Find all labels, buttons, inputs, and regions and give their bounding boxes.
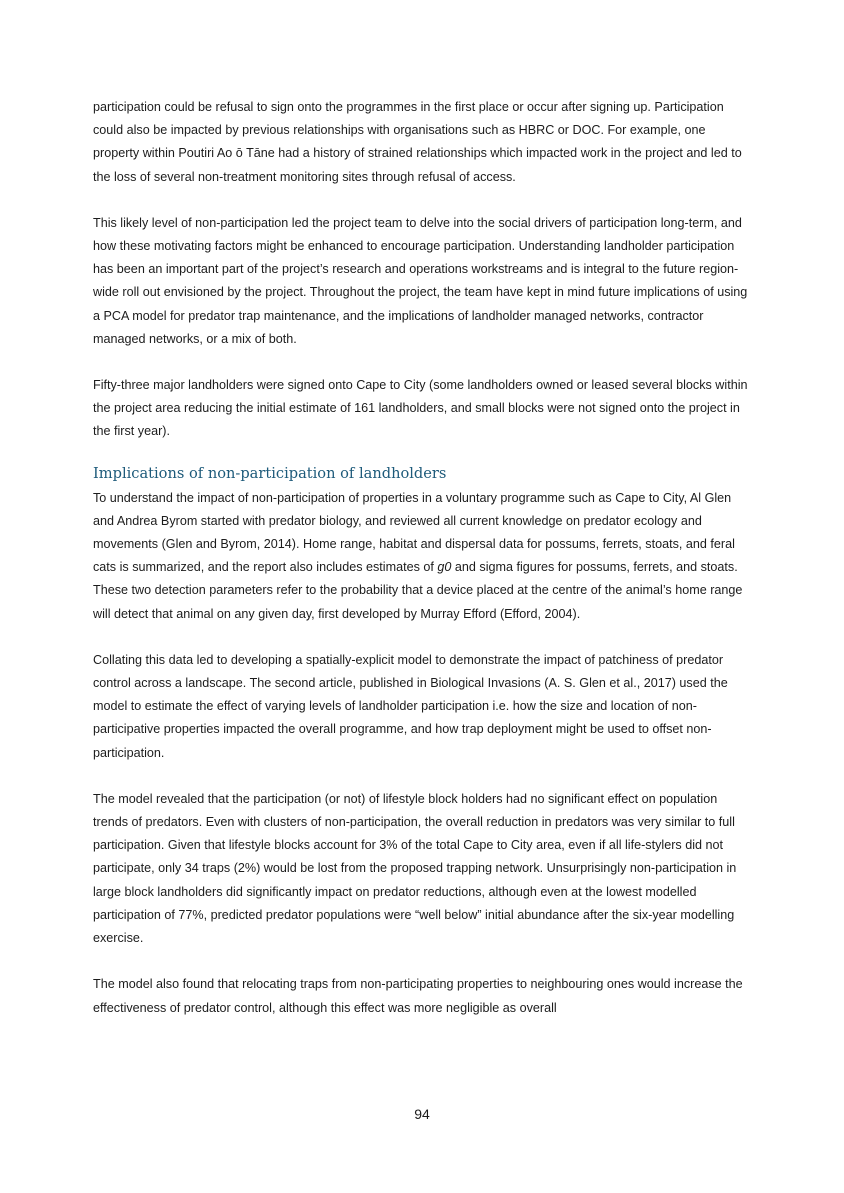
page-body [93, 96, 755, 1043]
paragraph-predator-biology [93, 487, 755, 626]
paragraph-model-results: The model revealed that the participation (or not) of lifestyle block holders had no significant effect on population trends of predators. Even with clusters of non-participation, the overall reduction in predators was very similar to full participation. Given that lifestyle blocks account for 3% of the total Cape to City area, even if all life-stylers did not participate, only 34 traps (2%) would be lost from the proposed trapping network. Unsurprisingly non-participation in large block landholders did significantly impact on predator reductions, although even at the lowest modelled participation of 77%, predicted predator populations were “well below” initial abundance after the six-year modelling exercise. [93, 791, 737, 946]
g0-term: g0 [437, 560, 452, 575]
paragraph-landholders-signed: Fifty-three major landholders were signed onto Cape to City (some landholders owned or leased several blocks within the project area reducing the initial estimate of 161 landholders, and small blocks were not signed onto the project in the first year). [93, 378, 748, 439]
paragraph-trap-relocation: The model also found that relocating traps from non-participating properties to neighbouring ones would increase the effectiveness of predator control, although this effect was more negligible as overall [93, 977, 743, 1015]
section-heading: Implications of non-participation of landholders [93, 464, 447, 482]
page-number: 94 [414, 1106, 430, 1122]
paragraph-predator-biology-part1: To understand the impact of non-participation of properties in a voluntary programme such as Cape to City, Al Glen and Andrea Byrom started with predator biology, and reviewed all current knowledge on predator ecology and movements (Glen and Byrom, 2014). Home range, habitat and dispersal data for possums, ferrets, stoats, and feral cats is summarized, and the report also includes estimates of [93, 490, 735, 575]
paragraph-predator-biology-part2: and sigma figures for possums, ferrets, and stoats. These two detection parameters refer to the probability that a device placed at the centre of the animal’s home range will detect that animal on any given day, first developed by Murray Efford (Efford, 2004). [93, 560, 743, 621]
paragraph-participation-refusal: participation could be refusal to sign onto the programmes in the first place or occur after signing up. Participation could also be impacted by previous relationships with organisations such as HBRC or DOC. For example, one property within Poutiri Ao ō Tāne had a history of strained relationships which impacted work in the project and led to the loss of several non-treatment monitoring sites through refusal of access. [93, 100, 742, 184]
paragraph-spatial-model: Collating this data led to developing a spatially-explicit model to demonstrate the impact of patchiness of predator control across a landscape. The second article, published in Biological Invasions (A. S. Glen et al., 2017) used the model to estimate the effect of varying levels of landholder participation i.e. how the size and location of non-participative properties impacted the overall programme, and how trap deployment might be used to offset non-participation. [93, 652, 728, 760]
paragraph-social-drivers: This likely level of non-participation led the project team to delve into the social drivers of participation long-term, and how these motivating factors might be enhanced to encourage participation. Understanding landholder participation has been an important part of the project’s research and operations workstreams and is integral to the future region-wide roll out envisioned by the project. Throughout the project, the team have kept in mind future implications of using a PCA model for predator trap maintenance, and the implications of landholder managed networks, contractor managed networks, or a mix of both. [93, 215, 748, 346]
